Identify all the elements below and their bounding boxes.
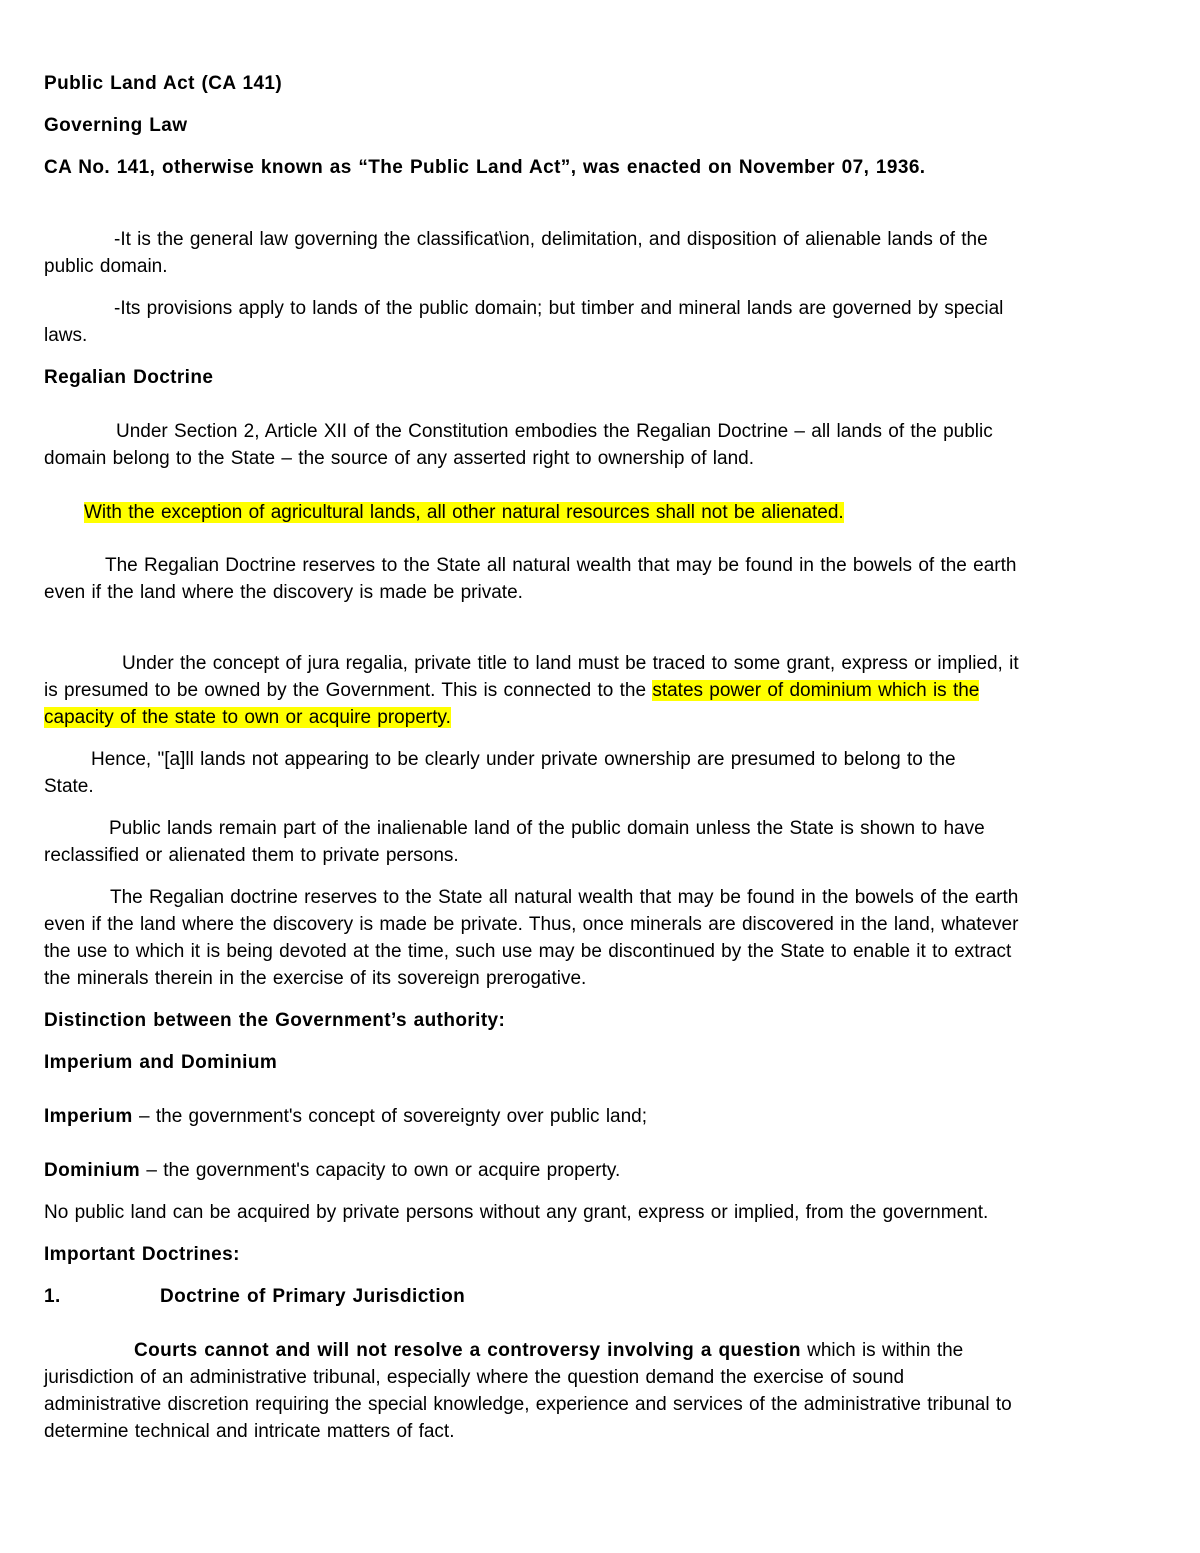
paragraph-line: the use to which it is being devoted at the time, such use may be discontinued by the State to enable it to extract [44,941,1012,962]
paragraph-line: administrative discretion requiring the special knowledge, experience and services of the administrative tribunal to [44,1394,1012,1415]
paragraph-line: -It is the general law governing the classificat\ion, delimitation, and disposition of alienable lands of the [114,229,988,250]
paragraph-line: determine technical and intricate matters of fact. [44,1421,455,1442]
paragraph-line: the minerals therein in the exercise of its sovereign prerogative. [44,968,587,989]
paragraph-line: State. [44,776,94,797]
paragraph-line [44,704,1154,731]
plain-text: which is within the [800,1340,964,1361]
document-title: Public Land Act (CA 141) [44,73,283,94]
highlighted-text: With the exception of agricultural lands, all other natural resources shall not be alienated. [84,502,844,523]
paragraph-line: reclassified or alienated them to private persons. [44,845,459,866]
paragraph-line: The Regalian doctrine reserves to the State all natural wealth that may be found in the bowels of the earth [110,887,1019,908]
heading-imperium-dominium: Imperium and Dominium [44,1052,278,1073]
definition-text: – the government's concept of sovereignty over public land; [132,1106,648,1127]
list-item-title: Doctrine of Primary Jurisdiction [160,1286,466,1307]
plain-text: is presumed to be owned by the Government. This is connected to the [44,680,653,701]
list-number: 1. [44,1286,61,1307]
paragraph-line: Hence, "[a]ll lands not appearing to be clearly under private ownership are presumed to belong to the [91,749,956,770]
paragraph-line: Under Section 2, Article XII of the Constitution embodies the Regalian Doctrine – all lands of the public [116,421,993,442]
paragraph-line [44,677,1154,704]
term-imperium: Imperium [44,1106,133,1127]
highlighted-paragraph [84,499,1154,526]
bold-text: Courts cannot and will not resolve a controversy involving a question [134,1340,801,1361]
heading-governing-law: Governing Law [44,115,188,136]
list-item-heading [44,1283,1154,1310]
paragraph-line: Under the concept of jura regalia, private title to land must be traced to some grant, express or implied, it [122,653,1019,674]
definition-imperium [44,1103,1154,1130]
paragraph-line: Public lands remain part of the inalienable land of the public domain unless the State is shown to have [109,818,985,839]
paragraph-line: The Regalian Doctrine reserves to the State all natural wealth that may be found in the bowels of the earth [105,555,1017,576]
definition-dominium [44,1157,1154,1184]
enactment-statement: CA No. 141, otherwise known as “The Public Land Act”, was enacted on November 07, 1936. [44,157,926,178]
definition-text: – the government's capacity to own or acquire property. [140,1160,621,1181]
heading-regalian-doctrine: Regalian Doctrine [44,367,214,388]
paragraph-line: -Its provisions apply to lands of the public domain; but timber and mineral lands are governed by special [114,298,1004,319]
highlighted-text: states power of dominium which is the [652,680,980,701]
paragraph-line: even if the land where the discovery is made be private. Thus, once minerals are discovered in the land, whatever [44,914,1019,935]
heading-important-doctrines: Important Doctrines: [44,1244,240,1265]
highlighted-text: capacity of the state to own or acquire property. [44,707,451,728]
paragraph-line: even if the land where the discovery is made be private. [44,582,523,603]
paragraph-line: public domain. [44,256,168,277]
term-dominium: Dominium [44,1160,141,1181]
paragraph-line [44,1337,1154,1364]
paragraph-line: domain belong to the State – the source of any asserted right to ownership of land. [44,448,754,469]
paragraph-line: jurisdiction of an administrative tribunal, especially where the question demand the exercise of sound [44,1367,905,1388]
paragraph-line: laws. [44,325,88,346]
heading-distinction: Distinction between the Government’s authority: [44,1010,506,1031]
paragraph-line: No public land can be acquired by private persons without any grant, express or implied, from the government. [44,1202,989,1223]
